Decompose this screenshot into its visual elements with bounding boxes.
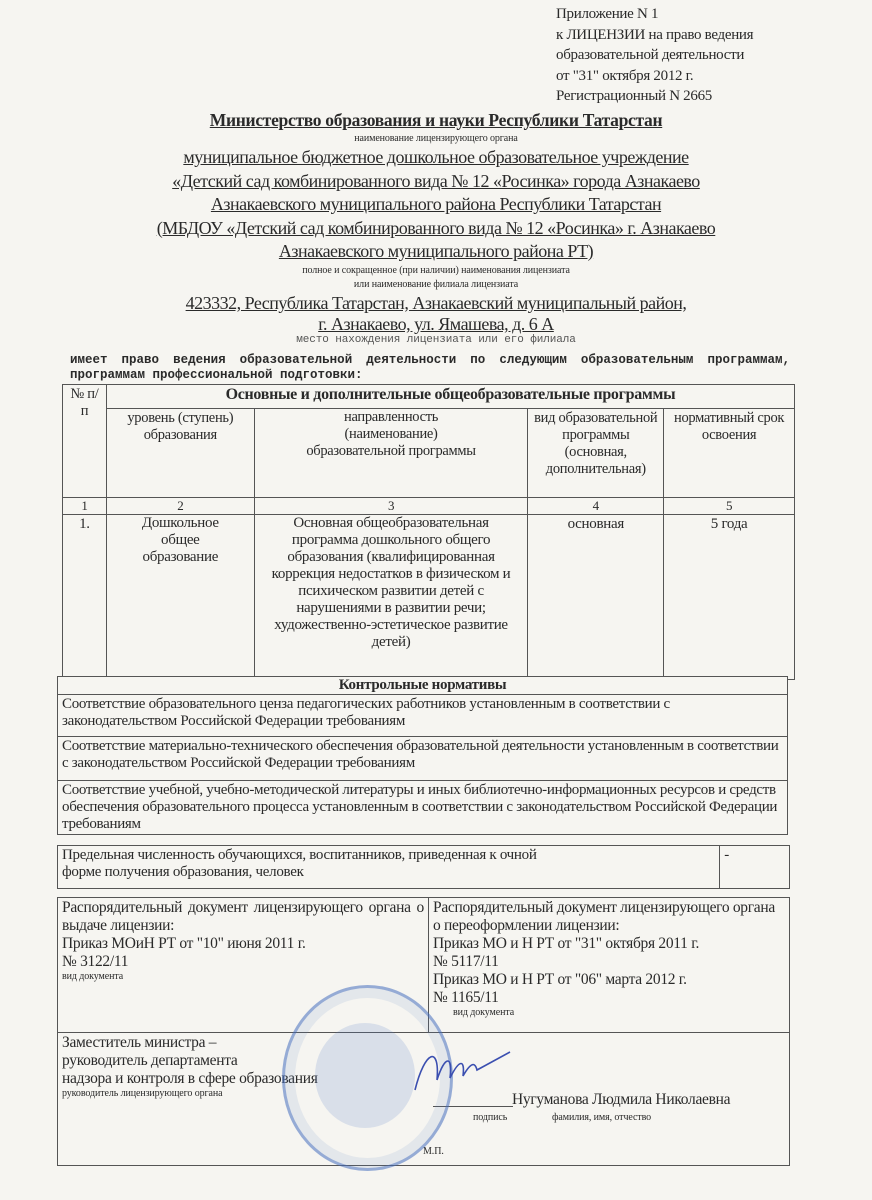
signature-caption: подпись bbox=[473, 1112, 508, 1123]
row-term: 5 года bbox=[664, 515, 795, 680]
name-caption: фамилия, имя, отчество bbox=[552, 1112, 652, 1123]
licensee-line: «Детский сад комбинированного вида № 12 «Росинка» города Азнакаево bbox=[172, 170, 700, 191]
intro-text: имеет право ведения образовательной деятельности по следующим образовательным программам, программам профессиональной подготовки: bbox=[70, 353, 790, 382]
authority-caption: наименование лицензирующего органа bbox=[354, 133, 518, 144]
address bbox=[40, 293, 832, 335]
position-line: руководитель департамента bbox=[62, 1052, 238, 1069]
position-line: Заместитель министра – bbox=[62, 1034, 217, 1051]
reissue-caption: вид документа bbox=[453, 1007, 515, 1018]
issue-order: Приказ МОиН РТ от "10" июня 2011 г. bbox=[62, 935, 306, 952]
controls-title: Контрольные нормативы bbox=[58, 677, 788, 695]
reissue-heading: Распорядительный документ лицензирующего органа о переоформлении лицензии: bbox=[433, 899, 775, 934]
issue-number: № 3122/11 bbox=[62, 953, 129, 970]
column-number: 3 bbox=[254, 498, 528, 515]
licensee-line: Азнакаевского муниципального района Республики Татарстан bbox=[210, 194, 662, 214]
column-header: уровень (ступень) образования bbox=[106, 409, 254, 498]
appendix-line: от "31" октября 2012 г. bbox=[556, 67, 694, 84]
column-header: нормативный срок освоения bbox=[664, 409, 795, 498]
seal-caption: М.П. bbox=[423, 1146, 444, 1157]
column-header: вид образовательной программы (основная, дополнительная) bbox=[528, 409, 664, 498]
signature-block bbox=[58, 1033, 790, 1166]
column-number: 5 bbox=[664, 498, 795, 515]
column-number: 1 bbox=[63, 498, 107, 515]
row-type: основная bbox=[528, 515, 664, 680]
reissue-document bbox=[429, 898, 790, 1033]
table-row bbox=[63, 515, 795, 680]
address-line: 423332, Республика Татарстан, Азнакаевский муниципальный район, bbox=[185, 293, 687, 313]
row-direction: Основная общеобразовательная программа дошкольного общего образования (квалифицированная коррекция недостатков в физическом и психическом развитии детей с нарушениями в развитии речи; художественно-эстетическое развитие детей) bbox=[254, 515, 528, 680]
limit-label: Предельная численность обучающихся, воспитанников, приведенная к очной форме получения образования, человек bbox=[58, 846, 720, 889]
appendix-line: к ЛИЦЕНЗИИ на право ведения bbox=[556, 26, 754, 43]
licensee-line: Азнакаевского муниципального района РТ) bbox=[278, 241, 594, 261]
signatory-name: Нугуманова Людмила Николаевна bbox=[512, 1091, 731, 1108]
reissue-order: Приказ МО и Н РТ от "06" марта 2012 г. bbox=[433, 971, 687, 988]
appendix-line: образовательной деятельности bbox=[556, 47, 745, 63]
documents-table bbox=[57, 897, 790, 1166]
programs-table bbox=[62, 384, 795, 680]
reissue-number: № 1165/11 bbox=[433, 989, 499, 1006]
licensee-caption: или наименование филиала лицензиата bbox=[353, 279, 519, 290]
licensee-caption: полное и сокращенное (при наличии) наименования лицензиата bbox=[302, 265, 570, 276]
issue-document bbox=[58, 898, 429, 1033]
control-item: Соответствие учебной, учебно-методической литературы и иных библиотечно-информационных ресурсов и средств обеспечения образовательного процесса установленным в соответствии с законодательством Российской Федерации требованиям bbox=[58, 781, 788, 835]
licensee-line: (МБДОУ «Детский сад комбинированного вида № 12 «Росинка» г. Азнакаево bbox=[156, 217, 716, 238]
limit-value: - bbox=[720, 846, 790, 889]
licensee-name bbox=[40, 146, 832, 264]
limit-table bbox=[57, 845, 790, 889]
column-number: 4 bbox=[528, 498, 664, 515]
licensee-line: муниципальное бюджетное дошкольное образовательное учреждение bbox=[183, 147, 689, 167]
column-header: направленность (наименование) образовательной программы bbox=[254, 409, 528, 498]
controls-table bbox=[57, 676, 788, 835]
reissue-order: Приказ МО и Н РТ от "31" октября 2011 г. bbox=[433, 935, 700, 952]
address-caption: место нахождения лицензиата или его филиала bbox=[296, 334, 576, 346]
address-line: г. Азнакаево, ул. Ямашева, д. 6 А bbox=[318, 314, 554, 334]
column-number: 2 bbox=[106, 498, 254, 515]
authority-name: Министерство образования и науки Республики Татарстан bbox=[209, 110, 663, 130]
control-item: Соответствие материально-технического обеспечения образовательной деятельности установленным в соответствии с законодательством Российской Федерации требованиям bbox=[58, 737, 788, 781]
num-header: № п/п bbox=[63, 385, 107, 498]
position-line: надзора и контроля в сфере образования bbox=[62, 1070, 318, 1087]
row-level: Дошкольное общее образование bbox=[106, 515, 254, 680]
issue-heading: Распорядительный документ лицензирующего органа о выдаче лицензии: bbox=[62, 899, 424, 934]
row-number: 1. bbox=[63, 515, 107, 680]
appendix-line: Приложение N 1 bbox=[556, 6, 659, 22]
appendix-header bbox=[556, 4, 753, 107]
control-item: Соответствие образовательного ценза педагогических работников установленным в соответствии с законодательством Российской Федерации требованиям bbox=[58, 695, 788, 737]
appendix-line: Регистрационный N 2665 bbox=[556, 88, 712, 104]
position-caption: руководитель лицензирующего органа bbox=[62, 1088, 223, 1099]
issue-caption: вид документа bbox=[62, 971, 124, 982]
reissue-number: № 5117/11 bbox=[433, 953, 499, 970]
programs-title: Основные и дополнительные общеобразовательные программы bbox=[106, 385, 794, 409]
